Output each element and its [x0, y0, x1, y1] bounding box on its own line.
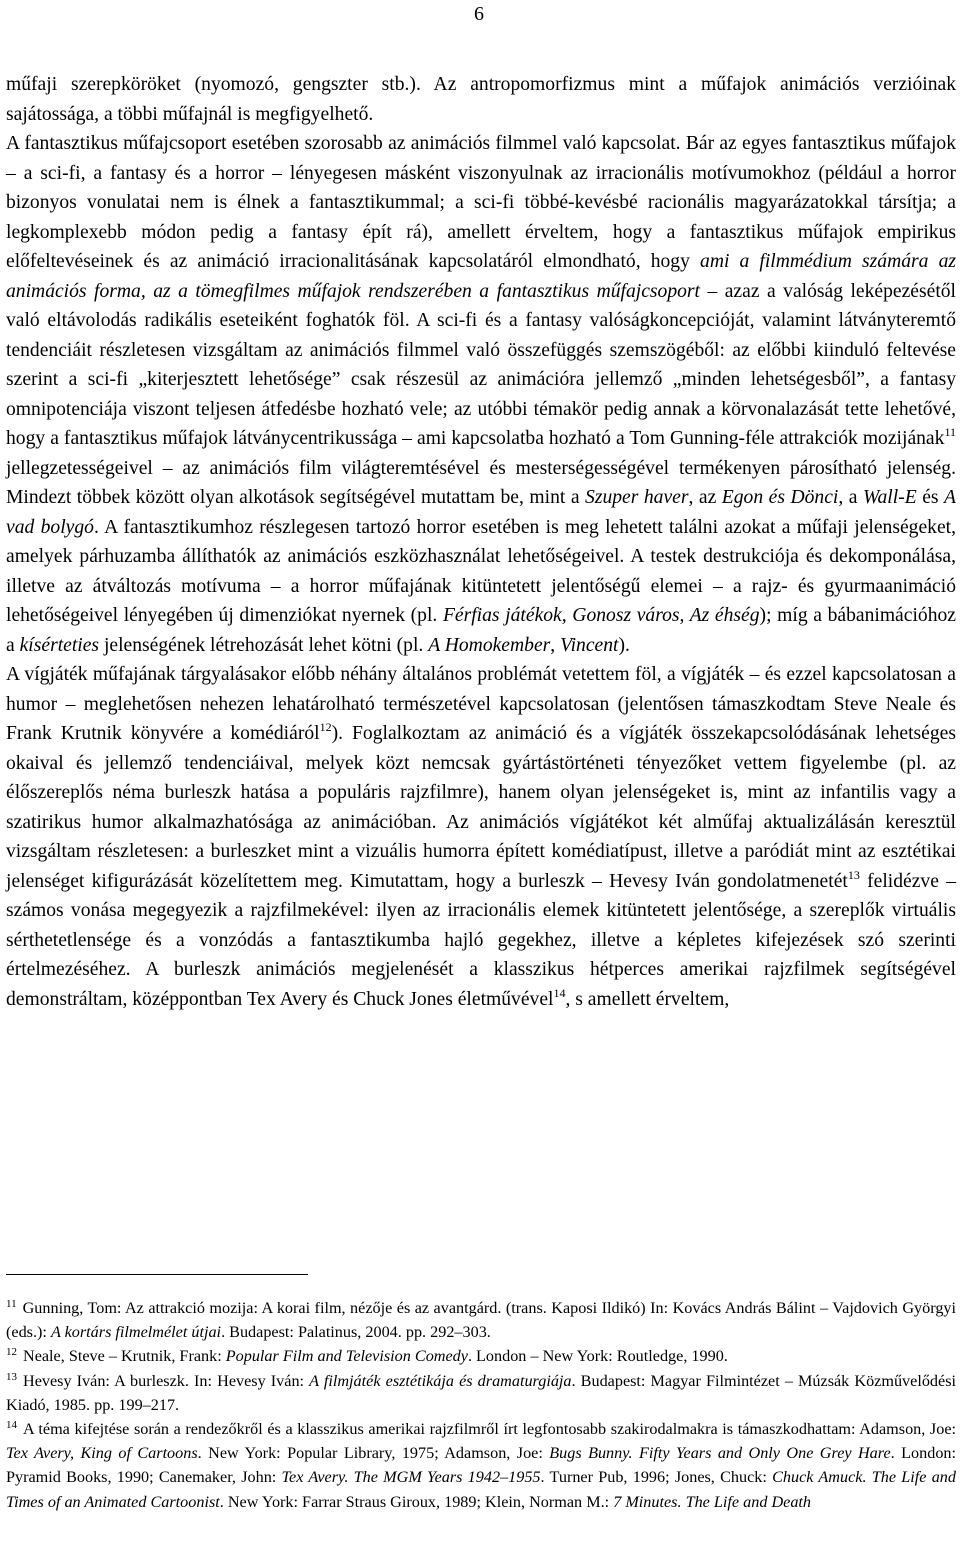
text-run: , az [688, 487, 722, 508]
book-title: A filmjáték esztétikája és dramaturgiája [309, 1371, 572, 1390]
footnote-11 [6, 1296, 956, 1344]
footnote-ref-13: 13 [847, 867, 860, 882]
text-run: ). Foglalkoztam az animáció és a vígjáték összekapcsolódásának lehetséges okaival és jellemző tendenciáival, melyek közt nemcsak gyártástörténeti tényezőket vettem figyelembe (pl. az élőszereplős néma burleszk hatása a populáris rajzfilmre), hanem olyan jelenségeket is, mint az infantilis vagy a szatirikus humor alkalmazhatósága az animációban. Az animációs vígjátékot két alműfaj aktualizálásán keresztül vizsgáltam részletesen: a burleszket mint a vizuális humorra épített komédiatípust, illetve a paródiát mint az esztétikai jelenséget kifigurázását közelítettem meg. Kimutattam, hogy a burleszk – Hevesy Iván gondolatmenetét [6, 723, 956, 892]
footnote-ref-12: 12 [319, 720, 332, 734]
page-number: 6 [474, 3, 484, 25]
film-title: A Homokember [428, 634, 551, 656]
film-title: Szuper haver [585, 487, 689, 508]
footnote-number: 14 [6, 1419, 17, 1432]
footnote-ref-14: 14 [553, 985, 566, 1000]
text-run: műfaji szerepköröket (nyomozó, gengszter stb.). Az antropomorfizmus mint a műfajok animációs verzióinak sajátossága, a többi műfajnál is megfigyelhető. [6, 74, 956, 125]
footnote-12 [6, 1344, 956, 1368]
book-title: Bugs Bunny. Fifty Years and Only One Grey Hare [549, 1444, 891, 1463]
film-title: Egon és Dönci [721, 487, 839, 508]
footnote-number: 13 [6, 1370, 17, 1383]
film-title: Wall-E [862, 487, 917, 508]
text-run: . London: Pyramid Books, 1990; Canemaker, John: [6, 1444, 957, 1487]
text-run: . New York: Farrar Straus Giroux, 1989; Klein, Norman M.: [219, 1492, 614, 1511]
text-run: Neale, Steve – Krutnik, Frank: [23, 1347, 226, 1366]
italic-emphasis: ami a filmmédium számára az animációs forma, az a tömegfilmes műfajok rendszerében a fantasztikus műfajcsoport [6, 251, 956, 302]
text-run: Hevesy Iván: A burleszk. In: Hevesy Iván: [23, 1371, 310, 1390]
paragraph-1 [6, 70, 956, 129]
film-title: A vad bolygó [6, 487, 956, 538]
text-run: . Budapest: Magyar Filmintézet – Múzsák Közművelődési Kiadó, 1985. pp. 199–217. [6, 1371, 956, 1414]
text-run: , [550, 634, 561, 656]
text-run: . Turner Pub, 1996; Jones, Chuck: [540, 1468, 773, 1487]
paragraph-3 [6, 660, 956, 1014]
text-run: A téma kifejtése során a rendezőkről és a klasszikus amerikai rajzfilmről írt legfontosabb szakirodalmakra is támaszkodhattam: Adamson, Joe: [23, 1420, 956, 1439]
text-run: . New York: Popular Library, 1975; Adamson, Joe: [197, 1444, 550, 1463]
book-title: 7 Minutes. The Life and Death [613, 1492, 812, 1511]
footnote-13 [6, 1369, 956, 1417]
footnote-number: 12 [6, 1346, 17, 1359]
footnote-number: 11 [6, 1298, 17, 1310]
text-run: A fantasztikus műfajcsoport esetében szorosabb az animációs filmmel való kapcsolat. Bár az egyes fantasztikus műfajok – a sci-fi, a fantasy és a horror – lényegesen másként viszonyulnak az irracionális motívumokhoz (például a horror bizonyos vonulatai nem is élnek a fantasztikummal; a sci-fi többé-kevésbé racionális magyarázatokkal társítja; a legkomplexebb módon pedig a fantasy épít rá), amellett érveltem, hogy a fantasztikus műfajok empirikus előfeltevéseinek és az animáció irracionalitásának kapcsolatáról elmondható, hogy [6, 133, 956, 272]
italic-term: kísérteties [19, 634, 100, 656]
text-run: Gunning, Tom: Az attrakció mozija: A korai film, nézője és az avantgárd. (trans. Kaposi Ildikó) In: Kovács András Bálint – Vajdovich Györgyi (eds.): [6, 1299, 956, 1342]
film-title: Férfias játékok, Gonosz város, Az éhség [442, 605, 760, 626]
footnote-14 [6, 1417, 956, 1514]
footnote-separator [6, 1274, 308, 1275]
book-title: Popular Film and Television Comedy [225, 1347, 468, 1366]
body-text [6, 70, 956, 1014]
book-title: A kortárs filmelmélet útjai [50, 1323, 222, 1342]
paragraph-2 [6, 129, 956, 660]
text-run: . A fantasztikumhoz részlegesen tartozó horror esetében is meg lehetett találni azokat a műfaji jelenségeket, amelyek párhuzamba állíthatók az animációs eszközhasználat lehetőségeivel. A testek destrukciója és dekomponálása, illetve az átváltozás motívuma – a horror műfajának kitüntetett jelentőségű elemei – a rajz- és gyurmaanimáció lehetőségeivel lényegében új dimenziókat nyernek (pl. [6, 516, 956, 626]
text-run: és [916, 487, 945, 508]
film-title: Vincent [560, 634, 619, 656]
text-run: , a [838, 487, 863, 508]
text-run: . Budapest: Palatinus, 2004. pp. 292–303. [221, 1323, 491, 1342]
text-run: jelenségének létrehozását lehet kötni (pl. [99, 634, 429, 656]
text-run: A vígjáték műfajának tárgyalásakor előbb néhány általános problémát vetettem föl, a vígjáték – és ezzel kapcsolatosan a humor – meglehetősen nehezen lehatárolható természetével kapcsolatosan (jelentősen támaszkodtam Steve Neale és Frank Krutnik könyvére a komédiáról [6, 664, 956, 744]
text-run: , s amellett érveltem, [565, 988, 730, 1010]
text-run: jellegzetességeivel – az animációs film világteremtésével és mesterségességével termékenyen párosítható jelenség. Mindezt többek között olyan alkotások segítségével mutattam be, mint a [6, 457, 956, 508]
text-run: ). [618, 634, 630, 656]
text-run: ); míg a bábanimációhoz a [6, 605, 956, 656]
book-title: Chuck Amuck. The Life and Times of an Animated Cartoonist [6, 1468, 956, 1511]
book-title: Tex Avery. The MGM Years 1942–1955 [281, 1468, 541, 1487]
text-run: felidézve – számos vonása megegyezik a rajzfilmekével: ilyen az irracionális elemek kitüntetett jelentősége, a szereplők virtuális sérthetetlensége és a vonzódás a fantasztikumba hajló gegekhez, illetve a képletes kifejezések szó szerinti értelmezéséhez. A burleszk animációs megjelenését a klasszikus hétperces amerikai rajzfilmek segítségével demonstráltam, középpontban Tex Avery és Chuck Jones életművével [6, 870, 957, 1010]
footnotes [6, 1296, 956, 1514]
footnote-ref-11: 11 [944, 425, 956, 439]
text-run: – azaz a valóság leképezésétől való eltávolodás radikális eseteiként foghatók föl. A sci-fi és a fantasy valóságkoncepcióját, valamint látványteremtő tendenciáit részletesen vizsgáltam az animációs filmmel való összefüggés szemszögéből: az előbbi kiinduló feltevése szerint a sci-fi „kiterjesztett lehetősége” csak részesül az animációra jellemző „minden lehetségesből”, a fantasy omnipotenciája viszont teljesen átfedésbe hozható vele; az utóbbi témakör pedig annak a körvonalazását tette lehetővé, hogy a fantasztikus műfajok látványcentrikussága – ami kapcsolatba hozható a Tom Gunning-féle attrakciók mozijának [6, 280, 956, 449]
text-run: . London – New York: Routledge, 1990. [467, 1347, 728, 1366]
book-title: Tex Avery, King of Cartoons [6, 1444, 198, 1463]
